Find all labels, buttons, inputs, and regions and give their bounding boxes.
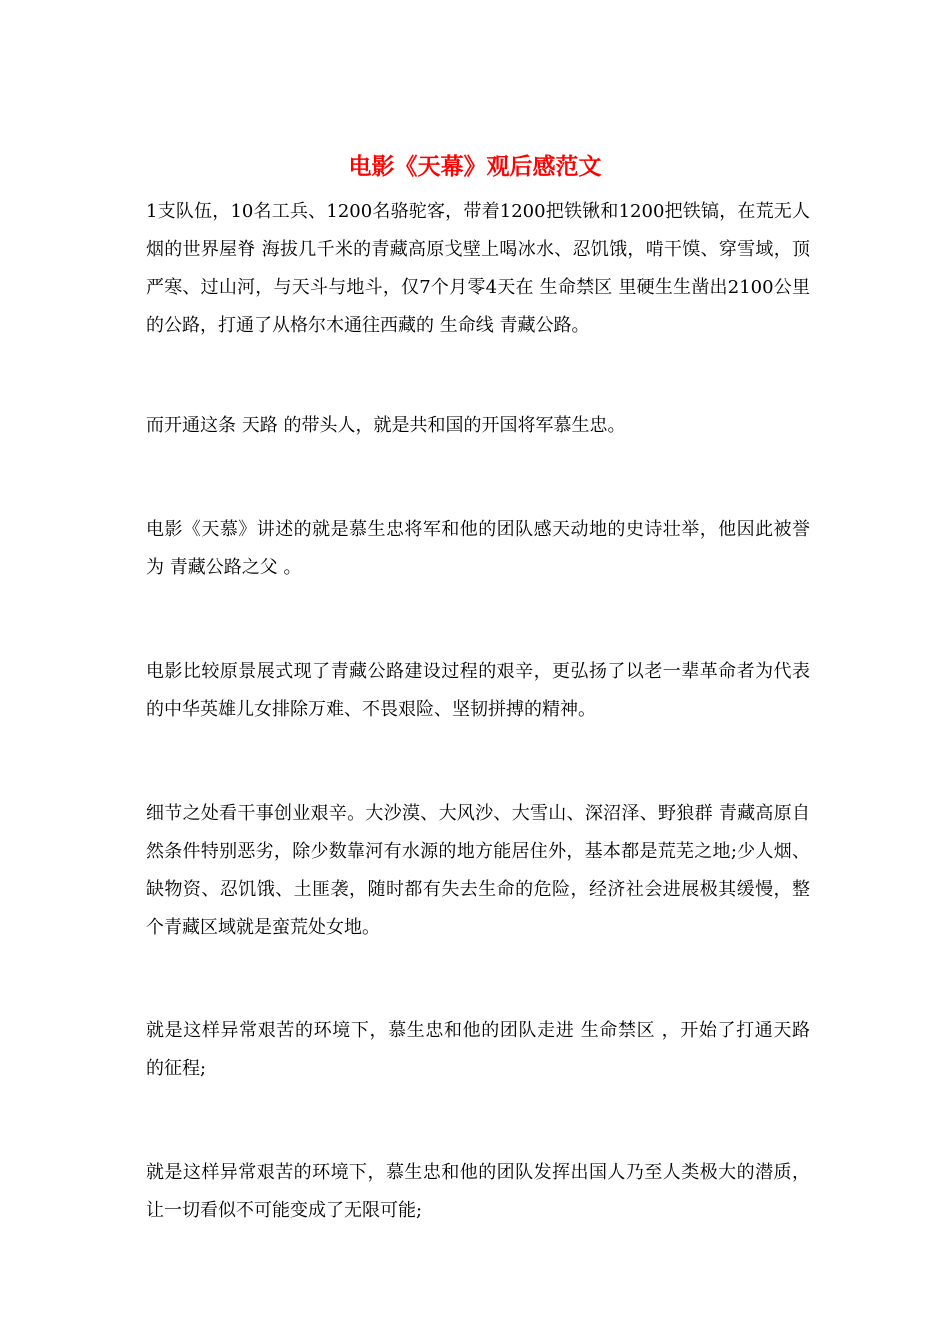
paragraph: 1支队伍，10名工兵、1200名骆驼客，带着1200把铁锹和1200把铁镐，在荒无人烟的世界屋脊 海拔几千米的青藏高原戈壁上喝冰水、忍饥饿，啃干馍、穿雪域，顶严寒、过山河，与天斗与地斗，仅7个月零4天在 生命禁区 里硬生生凿出2100公里的公路，打通了从格尔木通往西藏的 生命线 青藏公路。 [146, 201, 810, 336]
paragraph: 电影比较原景展式现了青藏公路建设过程的艰辛，更弘扬了以老一辈革命者为代表的中华英雄儿女排除万难、不畏艰险、坚韧拼搏的精神。 [146, 661, 810, 720]
paragraph: 细节之处看干事创业艰辛。大沙漠、大风沙、大雪山、深沼泽、野狼群 青藏高原自然条件特别恶劣，除少数靠河有水源的地方能居住外，基本都是荒芜之地;少人烟、缺物资、忍饥饿、土匪袭，随时都有失去生命的危险，经济社会进展极其缓慢，整个青藏区域就是蛮荒处女地。 [146, 803, 810, 938]
document-title: 电影《天幕》观后感范文 [348, 153, 602, 180]
paragraph: 就是这样异常艰苦的环境下，慕生忠和他的团队发挥出国人乃至人类极大的潜质，让一切看似不可能变成了无限可能; [146, 1162, 810, 1221]
paragraph: 电影《天慕》讲述的就是慕生忠将军和他的团队感天动地的史诗壮举，他因此被誉为 青藏公路之父 。 [146, 519, 810, 578]
paragraph: 而开通这条 天路 的带头人，就是共和国的开国将军慕生忠。 [146, 415, 626, 436]
paragraph: 就是这样异常艰苦的环境下，慕生忠和他的团队走进 生命禁区 ，开始了打通天路 的征程; [146, 1020, 810, 1079]
